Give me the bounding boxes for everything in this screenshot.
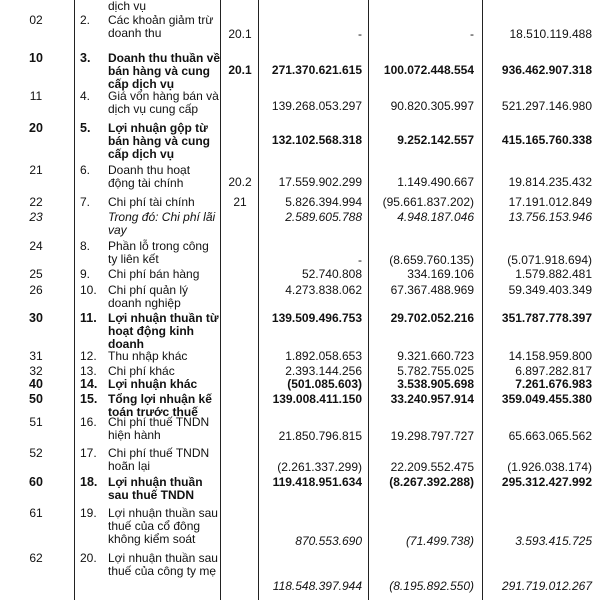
cell-name: Chi phí khác [108,364,175,378]
cell-v2: 29.702.052.216 [390,311,474,325]
cell-v1: 139.268.053.297 [271,99,362,113]
cell-v1: 870.553.690 [295,534,362,548]
cell-v2: 100.072.448.554 [383,63,474,77]
cell-v3: 521.297.146.980 [501,99,592,113]
cell-v1: 2.393.144.256 [285,364,362,378]
cell-v2: 4.948.187.046 [397,210,474,224]
cell-v3: 6.897.282.817 [515,364,592,378]
cell-v2: 90.820.305.997 [390,99,474,113]
cell-v3: 14.158.959.800 [508,349,592,363]
cell-name: Lợi nhuận gộp từ bán hàng và cung cấp dịch vụ [108,121,211,161]
cell-name: Lợi nhuận thuần từ hoạt động kinh doanh [108,311,219,351]
cell-v1: (2.261.337.299) [277,460,362,474]
cell-v3: 291.719.012.267 [501,579,592,593]
cell-v3: 7.261.676.983 [515,377,592,391]
cell-name: dịch vụ [108,0,147,13]
cell-v3: (5.071.918.694) [507,253,592,267]
cell-code: 50 [29,392,43,406]
cell-name: Chi phí thuế TNDN hoãn lại [108,446,210,473]
cell-code: 02 [29,13,43,27]
cell-code: 10 [29,51,43,65]
cell-v2: 33.240.957.914 [390,392,474,406]
cell-v3: 359.049.455.380 [501,392,592,406]
cell-v1: 17.559.902.299 [278,175,362,189]
cell-idx: 15. [80,392,98,406]
cell-v1: 271.370.621.615 [271,63,362,77]
cell-idx: 17. [80,446,97,460]
cell-code: 31 [29,349,43,363]
cell-v1: 118.548.397.944 [272,579,362,593]
cell-idx: 6. [80,163,91,177]
column-divider [220,0,221,600]
cell-name: Chi phí bán hàng [108,267,200,281]
cell-idx: 9. [80,267,91,281]
cell-v2: - [470,27,474,41]
cell-name: Lợi nhuận khác [108,377,198,391]
cell-idx: 10. [80,283,97,297]
cell-v3: 19.814.235.432 [508,175,592,189]
cell-code: 62 [29,551,43,565]
cell-code: 20 [29,121,43,135]
cell-v3: 1.579.882.481 [515,267,592,281]
cell-v1: 119.418.951.634 [272,475,362,489]
cell-v1: 139.509.496.753 [271,311,362,325]
cell-v3: 59.349.403.349 [508,283,592,297]
cell-note: 20.1 [228,27,252,41]
cell-code: 21 [29,163,43,177]
cell-idx: 18. [80,475,98,489]
cell-idx: 12. [80,349,97,363]
cell-note: 20.1 [228,63,252,77]
cell-v1: 21.850.796.815 [278,429,362,443]
cell-name: Chi phí quản lý doanh nghiệp [108,283,189,310]
cell-v3: 3.593.415.725 [515,534,592,548]
cell-code: 51 [29,415,43,429]
cell-v2: (95.661.837.202) [382,195,474,209]
cell-v1: (501.085.603) [287,377,362,391]
cell-code: 22 [29,195,43,209]
cell-v3: 13.756.153.946 [508,210,592,224]
cell-v1: - [358,27,362,41]
cell-v1: 4.273.838.062 [285,283,362,297]
cell-v2: 3.538.905.698 [397,377,474,391]
cell-code: 52 [29,446,43,460]
cell-v2: (71.499.738) [405,534,474,548]
cell-idx: 4. [80,89,91,103]
cell-v1: 1.892.058.653 [285,349,362,363]
cell-v2: 67.367.488.969 [390,283,474,297]
cell-idx: 20. [80,551,97,565]
cell-note: 21 [233,195,247,209]
cell-v2: (8.659.760.135) [389,253,474,267]
cell-v2: (8.195.892.550) [389,579,474,593]
cell-name: Các khoản giảm trừ doanh thu [108,13,214,40]
cell-name: Lợi nhuận thuần sau thuế của công ty mẹ [108,551,218,578]
cell-v2: 1.149.490.667 [397,175,474,189]
cell-idx: 11. [80,311,97,325]
cell-idx: 2. [80,13,91,27]
cell-v1: 132.102.568.318 [271,133,362,147]
cell-name: Thu nhập khác [108,349,188,363]
cell-name: Lợi nhuận thuần sau thuế của cổ đông không kiểm soát [108,506,218,546]
cell-name: Phần lỗ trong công ty liên kết [108,239,209,266]
cell-idx: 19. [80,506,97,520]
cell-idx: 7. [80,195,91,209]
cell-v2: 9.321.660.723 [397,349,474,363]
cell-code: 60 [29,475,43,489]
cell-code: 25 [29,267,43,281]
cell-name: Tổng lợi nhuận kế toán trước thuế [108,392,212,419]
cell-name: Doanh thu thuần về bán hàng và cung cấp dịch vụ [108,51,220,91]
cell-v3: 351.787.778.397 [501,311,592,325]
cell-idx: 14. [80,377,98,391]
cell-idx: 16. [80,415,97,429]
cell-v2: (8.267.392.288) [389,475,474,489]
cell-name: Trong đó: Chi phí lãi vay [108,210,216,237]
cell-idx: 5. [80,121,91,135]
cell-v1: 52.740.808 [301,267,362,281]
cell-v3: (1.926.038.174) [507,460,592,474]
cell-v3: 65.663.065.562 [508,429,592,443]
cell-v2: 19.298.797.727 [390,429,474,443]
cell-v3: 17.191.012.849 [508,195,592,209]
cell-name: Giá vốn hàng bán và dịch vụ cung cấp [108,89,219,116]
cell-code: 40 [29,377,43,391]
cell-code: 30 [29,311,43,325]
column-divider [368,0,369,600]
cell-v3: 936.462.907.318 [501,63,592,77]
cell-idx: 3. [80,51,91,65]
cell-v1: 139.008.411.150 [272,392,362,406]
cell-code: 24 [29,239,43,253]
cell-v2: 9.252.142.557 [397,133,474,147]
cell-v1: - [358,253,362,267]
cell-code: 11 [29,89,43,103]
cell-name: Lợi nhuận thuần sau thuế TNDN [108,475,203,502]
cell-code: 23 [29,210,43,224]
cell-name: Doanh thu hoạt động tài chính [108,163,191,190]
cell-v3: 415.165.760.338 [501,133,592,147]
cell-v2: 22.209.552.475 [390,460,474,474]
cell-v2: 334.169.106 [407,267,474,281]
cell-v1: 2.589.605.788 [285,210,362,224]
cell-code: 26 [29,283,43,297]
cell-v1: 5.826.394.994 [285,195,362,209]
cell-v2: 5.782.755.025 [397,364,474,378]
cell-v3: 18.510.119.488 [509,27,592,41]
column-divider [482,0,483,600]
cell-idx: 8. [80,239,91,253]
cell-idx: 13. [80,364,97,378]
cell-code: 32 [29,364,43,378]
column-divider [258,0,259,600]
cell-name: Chi phí thuế TNDN hiện hành [108,415,210,442]
cell-code: 61 [29,506,43,520]
cell-note: 20.2 [228,175,252,189]
column-divider [74,0,75,600]
cell-name: Chi phí tài chính [108,195,195,209]
cell-v3: 295.312.427.992 [501,475,592,489]
